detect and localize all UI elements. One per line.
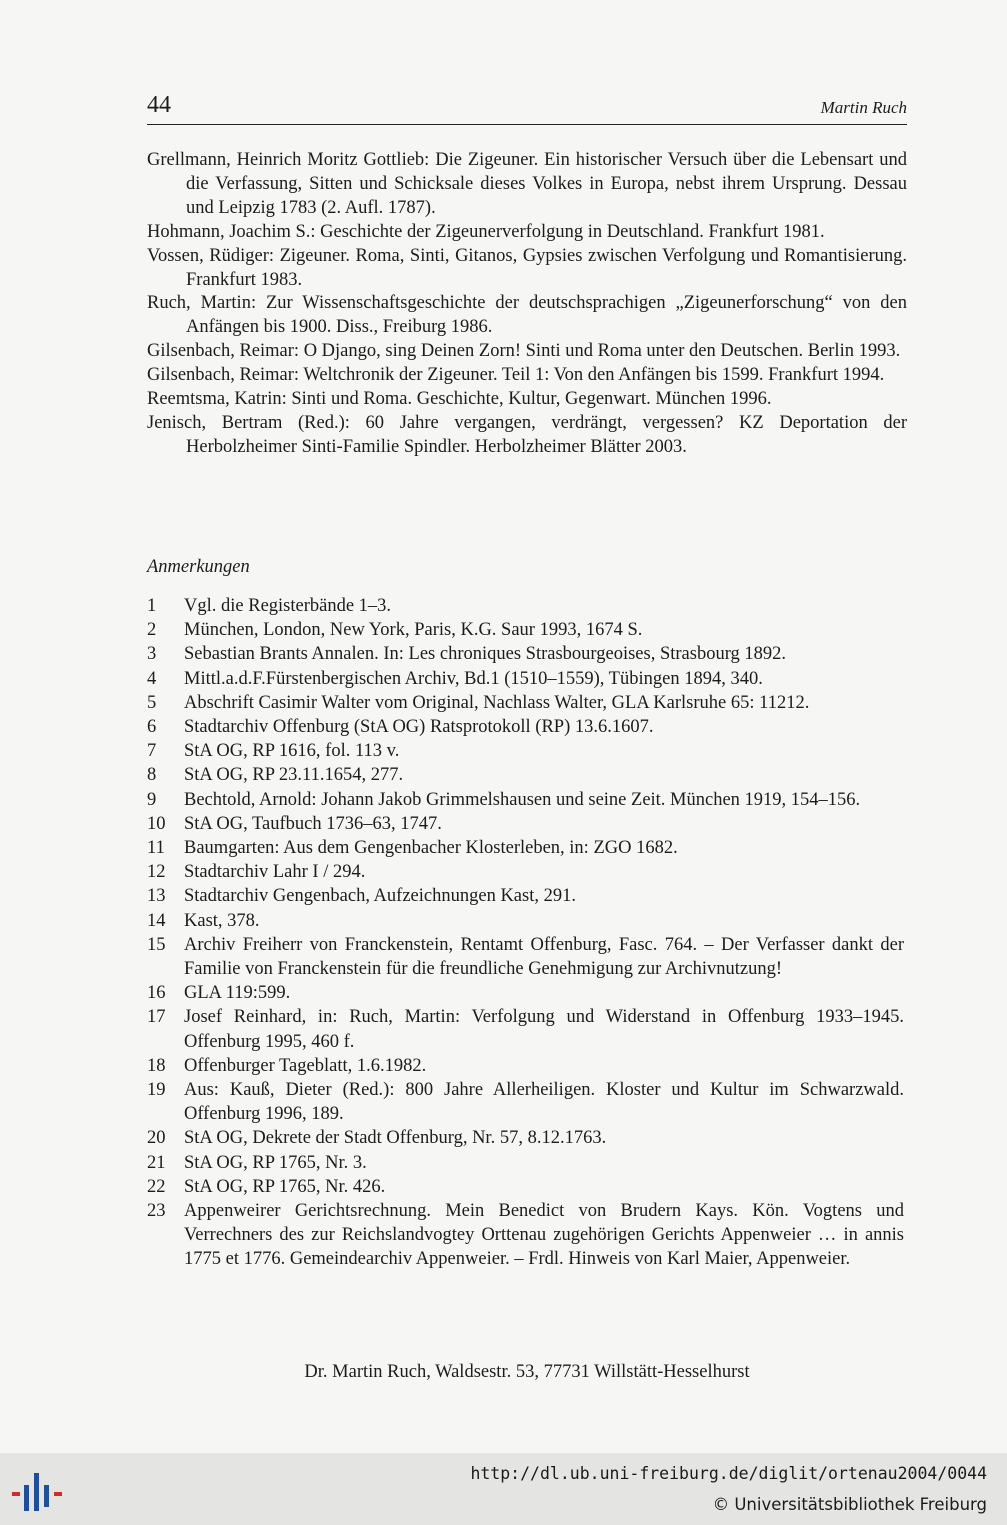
note-item <box>147 739 904 763</box>
note-number: 20 <box>147 1128 166 1149</box>
note-item <box>147 667 904 691</box>
note-number: 14 <box>147 910 166 931</box>
author-address: Dr. Martin Ruch, Waldsestr. 53, 77731 Willstätt-Hesselhurst <box>304 1362 750 1382</box>
bibliography-entry: Vossen, Rüdiger: Zigeuner. Roma, Sinti, Gitanos, Gypsies zwischen Verfolgung und Romantisierung. Frankfurt 1983. <box>147 245 907 290</box>
note-number: 2 <box>147 620 157 641</box>
note-item <box>147 1005 904 1053</box>
note-text: Bechtold, Arnold: Johann Jakob Grimmelshausen und seine Zeit. München 1919, 154–156. <box>184 789 861 810</box>
note-text: München, London, New York, Paris, K.G. Saur 1993, 1674 S. <box>184 620 643 641</box>
note-number: 16 <box>147 983 166 1004</box>
notes-heading: Anmerkungen <box>147 557 250 577</box>
note-text: StA OG, RP 1765, Nr. 426. <box>184 1176 386 1197</box>
note-item <box>147 1078 904 1126</box>
note-text: Archiv Freiherr von Franckenstein, Rentamt Offenburg, Fasc. 764. – Der Verfasser dankt der Familie von Franckenstein für die freundliche Genehmigung zur Archivnutzung! <box>184 934 904 980</box>
note-text: Stadtarchiv Gengenbach, Aufzeichnungen Kast, 291. <box>184 886 576 907</box>
note-text: Abschrift Casimir Walter vom Original, Nachlass Walter, GLA Karlsruhe 65: 11212. <box>184 692 810 713</box>
note-number: 21 <box>147 1152 166 1173</box>
note-number: 6 <box>147 717 157 738</box>
note-number: 1 <box>147 596 157 616</box>
note-number: 15 <box>147 934 166 955</box>
note-text: Aus: Kauß, Dieter (Red.): 800 Jahre Allerheiligen. Kloster und Kultur im Schwarzwald. Offenburg 1996, 189. <box>184 1080 904 1125</box>
note-item <box>147 836 904 860</box>
note-text: StA OG, RP 1765, Nr. 3. <box>184 1152 367 1173</box>
bibliography-list <box>147 149 907 460</box>
note-text: Vgl. die Registerbände 1–3. <box>184 596 392 616</box>
note-number: 7 <box>147 741 157 762</box>
note-item <box>147 642 904 666</box>
note-text: StA OG, Taufbuch 1736–63, 1747. <box>184 813 442 834</box>
note-text: Offenburger Tageblatt, 1.6.1982. <box>184 1055 427 1076</box>
note-item <box>147 1054 904 1078</box>
note-item <box>147 594 904 618</box>
page-header <box>147 90 907 125</box>
note-number: 18 <box>147 1055 166 1076</box>
note-number: 12 <box>147 862 166 883</box>
note-item <box>147 1126 904 1150</box>
note-text: Stadtarchiv Offenburg (StA OG) Ratsprotokoll (RP) 13.6.1607. <box>184 717 654 738</box>
note-item <box>147 788 904 812</box>
running-head: Martin Ruch <box>820 98 907 117</box>
bibliography-entry: Gilsenbach, Reimar: Weltchronik der Zigeuner. Teil 1: Von den Anfängen bis 1599. Frankfurt 1994. <box>147 365 885 386</box>
note-text: StA OG, RP 23.11.1654, 277. <box>184 765 404 786</box>
viewer-footer <box>0 1453 1007 1525</box>
note-item <box>147 763 904 787</box>
note-number: 3 <box>147 644 157 665</box>
note-number: 17 <box>147 1007 166 1028</box>
note-text: GLA 119:599. <box>184 983 291 1004</box>
note-text: StA OG, Dekrete der Stadt Offenburg, Nr. 57, 8.12.1763. <box>184 1128 607 1149</box>
note-number: 19 <box>147 1080 166 1101</box>
note-text: Appenweirer Gerichtsrechnung. Mein Benedict von Brudern Kays. Kön. Vogtens und Verrechners des zur Reichslandvogtey Orttenau zugehörigen Gerichts Appenweier … in annis 1775 et 1776. Gemeindearchiv Appenweier. – Frdl. Hinweis von Karl Maier, Appenweier. <box>184 1201 904 1270</box>
note-text: Stadtarchiv Lahr I / 294. <box>184 862 366 883</box>
note-item <box>147 860 904 884</box>
bibliography-entry: Grellmann, Heinrich Moritz Gottlieb: Die Zigeuner. Ein historischer Versuch über die Lebensart und die Verfassung, Sitten und Schicksale dieses Volkes in Europa, nebst ihrem Ursprung. Dessau und Leipzig 1783 (2. Aufl. 1787). <box>147 150 907 218</box>
note-item <box>147 933 904 981</box>
note-item <box>147 618 904 642</box>
bibliography-entry: Gilsenbach, Reimar: O Django, sing Deinen Zorn! Sinti und Roma unter den Deutschen. Berlin 1993. <box>147 341 901 362</box>
footer-copyright: © Universitätsbibliothek Freiburg <box>712 1495 987 1514</box>
note-text: Sebastian Brants Annalen. In: Les chroniques Strasbourgeoises, Strasbourg 1892. <box>184 644 787 665</box>
note-number: 22 <box>147 1176 166 1197</box>
note-item <box>147 1199 904 1272</box>
note-number: 23 <box>147 1201 166 1222</box>
bibliography-entry: Jenisch, Bertram (Red.): 60 Jahre vergangen, verdrängt, vergessen? KZ Deportation der Herbolzheimer Sinti-Familie Spindler. Herbolzheimer Blätter 2003. <box>147 412 907 457</box>
note-item <box>147 812 904 836</box>
note-text: StA OG, RP 1616, fol. 113 v. <box>184 741 400 762</box>
note-item <box>147 1151 904 1175</box>
note-number: 4 <box>147 668 157 689</box>
note-number: 13 <box>147 886 166 907</box>
note-item <box>147 981 904 1005</box>
note-number: 10 <box>147 813 166 834</box>
note-item <box>147 909 904 933</box>
note-item <box>147 884 904 908</box>
page-number: 44 <box>147 92 171 118</box>
note-text: Mittl.a.d.F.Fürstenbergischen Archiv, Bd.1 (1510–1559), Tübingen 1894, 340. <box>184 668 763 689</box>
bibliography-entry: Hohmann, Joachim S.: Geschichte der Zigeunerverfolgung in Deutschland. Frankfurt 1981. <box>147 221 825 242</box>
note-text: Baumgarten: Aus dem Gengenbacher Klosterleben, in: ZGO 1682. <box>184 838 678 859</box>
note-number: 5 <box>147 692 157 713</box>
note-number: 9 <box>147 789 157 810</box>
footer-url-link[interactable]: http://dl.ub.uni-freiburg.de/diglit/ortenau2004/0044 <box>470 1464 987 1483</box>
ub-freiburg-logo-icon <box>12 1467 64 1517</box>
bibliography-entry: Ruch, Martin: Zur Wissenschaftsgeschichte der deutschsprachigen „Zigeunerforschung“ von den Anfängen bis 1900. Diss., Freiburg 1986. <box>147 293 907 338</box>
notes-list <box>147 594 904 1272</box>
note-item <box>147 715 904 739</box>
note-number: 11 <box>147 838 165 859</box>
note-text: Josef Reinhard, in: Ruch, Martin: Verfolgung und Widerstand in Offenburg 1933–1945. Offenburg 1995, 460 f. <box>184 1007 904 1052</box>
note-item <box>147 691 904 715</box>
note-number: 8 <box>147 765 157 786</box>
note-item <box>147 1175 904 1199</box>
note-text: Kast, 378. <box>184 910 260 931</box>
bibliography-entry: Reemtsma, Katrin: Sinti und Roma. Geschichte, Kultur, Gegenwart. München 1996. <box>147 389 772 410</box>
